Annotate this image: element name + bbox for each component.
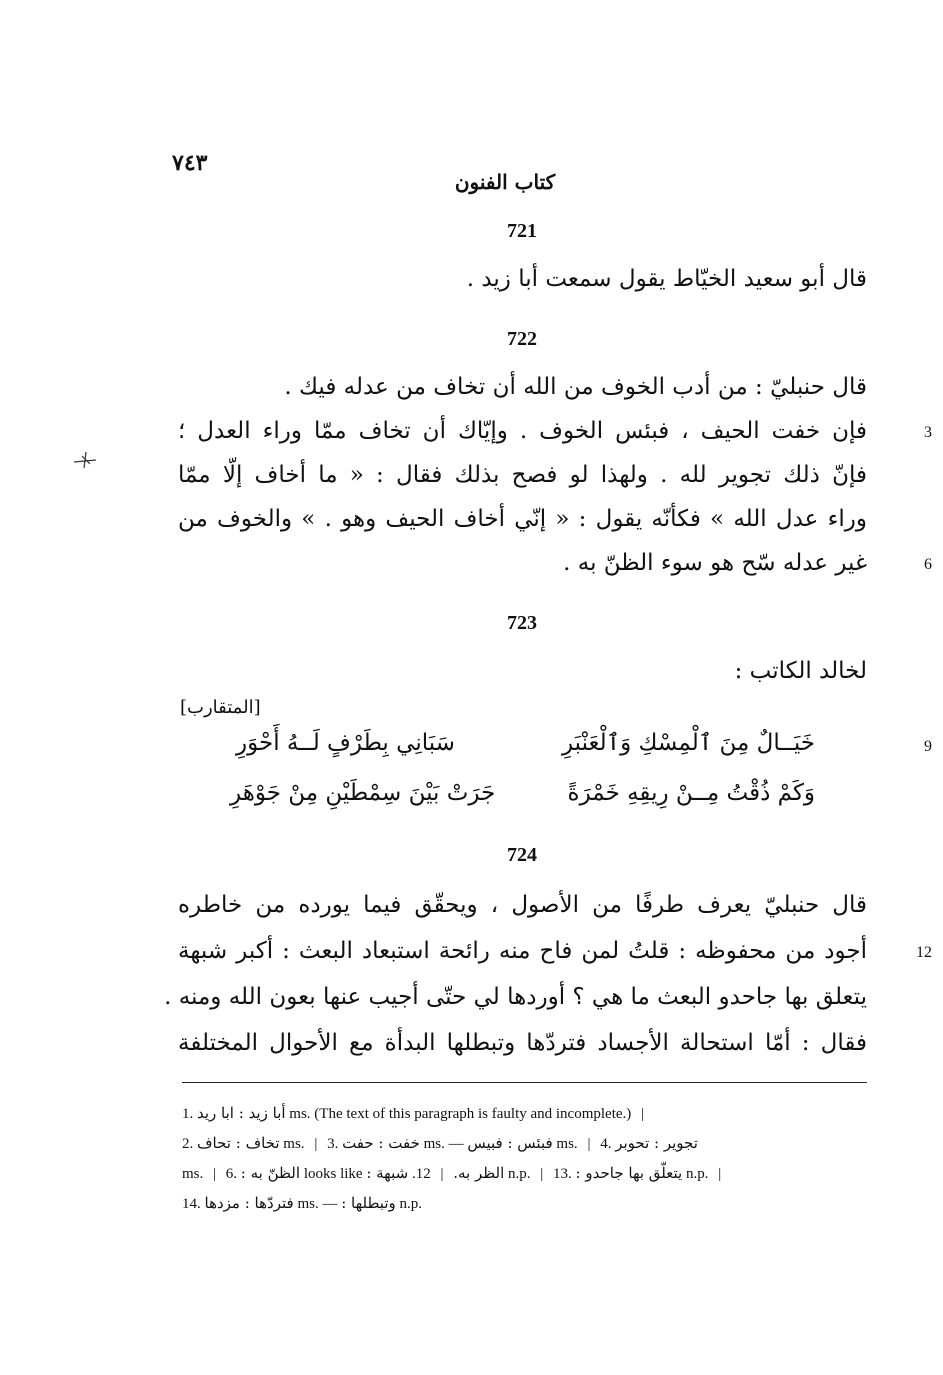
footnote-variant: شبهة :: [366, 1164, 409, 1182]
footnote-line: [182, 1104, 867, 1123]
footnote-variant: تخاف : تحاف: [197, 1134, 280, 1152]
footnote-line: [182, 1134, 867, 1153]
paragraph-line: قال أبو سعيد الخيّاط يقول سمعت أبا زيد .: [466, 266, 867, 292]
footnote-number: 1.: [182, 1106, 194, 1122]
page-number: ٧٤٣: [172, 150, 208, 176]
footnote-number: 2.: [182, 1136, 194, 1152]
separator: |: [718, 1166, 722, 1182]
book-title: كتاب الفنون: [454, 170, 556, 194]
poem-meter: [المتقارب]: [180, 697, 261, 718]
separator: |: [440, 1166, 444, 1182]
footnote-variant: يتعلّق بها جاحدو :: [575, 1164, 683, 1182]
paragraph-line: فإنّ ذلك تجوير لله . ولهذا لو فصح بذلك فقال : « ما أخاف إلّا ممّا: [178, 462, 867, 488]
verse-hemistich: جَرَتْ بَيْنَ سِمْطَيْنِ مِنْ جَوْهَرِ: [230, 780, 496, 806]
footnote-line: [182, 1194, 867, 1213]
line-number: 3: [924, 424, 932, 441]
line-number: 12: [916, 944, 932, 961]
section-number-721: 721: [507, 220, 537, 242]
paragraph-line: فإن خفت الحيف ، فبئس الخوف . وإيّاك أن تخاف ممّا وراء العدل ؛: [178, 418, 867, 444]
paragraph-line: فقال : أمّا استحالة الأجساد فتردّها وتبطلها البدأة مع الأحوال المختلفة: [178, 1030, 867, 1056]
footnote-number: 12.: [411, 1166, 431, 1182]
paragraph-line: يتعلق بها جاحدو البعث ما هي ؟ أوردها لي حتّى أجيب عنها بعون الله ومنه .: [164, 984, 867, 1010]
pen-cross-icon: [70, 446, 100, 476]
footnote-note: ms. —: [297, 1196, 338, 1212]
footnote-variant: خفت : حفت: [342, 1134, 420, 1152]
poem-intro: لخالد الكاتب :: [734, 658, 867, 684]
footnote-note: n.p.: [508, 1166, 531, 1182]
footnote-line: [182, 1164, 867, 1183]
separator: |: [213, 1166, 217, 1182]
footnote-variant: الظر به.: [453, 1164, 505, 1182]
line-number: 6: [924, 556, 932, 573]
footnote-number: 13.: [553, 1166, 572, 1182]
footnote-number: 3.: [327, 1136, 339, 1152]
footnote-note: looks like: [303, 1166, 363, 1182]
footnote-variant: وتبطلها :: [341, 1194, 396, 1212]
footnote-note: ms.: [556, 1136, 578, 1152]
paragraph-line: وراء عدل الله » فكأنّه يقول : « إنّي أخاف الحيف وهو . » والخوف من: [178, 506, 867, 532]
separator: |: [641, 1106, 645, 1122]
verse-hemistich: سَبَانِي بِطَرْفٍ لَــهُ أَحْوَرِ: [236, 730, 455, 756]
footnote-note: ms. —: [423, 1136, 464, 1152]
footnote-note: ms.: [182, 1166, 204, 1182]
paragraph-line: قال حنبليّ يعرف طرفًا من الأصول ، ويحقّق فيما يورده من خاطره: [178, 892, 867, 918]
footnote-note: ms.: [283, 1136, 305, 1152]
footnote-note: ms. (The text of this paragraph is faulty and incomplete.): [289, 1106, 632, 1122]
paragraph-line: أجود من محفوظه : قلتُ لمن فاح منه رائحة استبعاد البعث : أكبر شبهة: [178, 938, 867, 964]
footnote-variant: فبئس : فبيس: [467, 1134, 553, 1152]
paragraph-line: قال حنبليّ : من أدب الخوف من الله أن تخاف من عدله فيك .: [284, 374, 867, 400]
line-number: 9: [924, 738, 932, 755]
paragraph-line: غير عدله سّح هو سوء الظنّ به .: [563, 550, 867, 576]
section-number-723: 723: [507, 612, 537, 634]
section-number-722: 722: [507, 328, 537, 350]
separator: |: [314, 1136, 318, 1152]
verse-hemistich: وَكَمْ ذُقْتُ مِــنْ رِيقِهِ خَمْرَةً: [567, 780, 815, 806]
footnote-rule: [182, 1082, 867, 1083]
separator: |: [540, 1166, 544, 1182]
verse-hemistich: خَيَــالٌ مِنَ ٱلْمِسْكِ وَٱلْعَنْبَرِ: [561, 730, 815, 756]
section-number-724: 724: [507, 844, 537, 866]
footnote-variant: تجوير : تحوبر: [615, 1134, 698, 1152]
footnote-note: n.p.: [685, 1166, 709, 1182]
footnote-note: n.p.: [399, 1196, 422, 1212]
footnote-number: 6.: [225, 1166, 238, 1182]
footnote-variant: فتردّها : مزدها: [204, 1194, 294, 1212]
footnote-variant: أبا زيد : ابا ريد: [197, 1104, 286, 1122]
footnote-number: 4.: [600, 1136, 612, 1152]
footnote-variant: الظنّ به :: [240, 1164, 301, 1182]
separator: |: [587, 1136, 591, 1152]
footnote-number: 14.: [182, 1196, 201, 1212]
